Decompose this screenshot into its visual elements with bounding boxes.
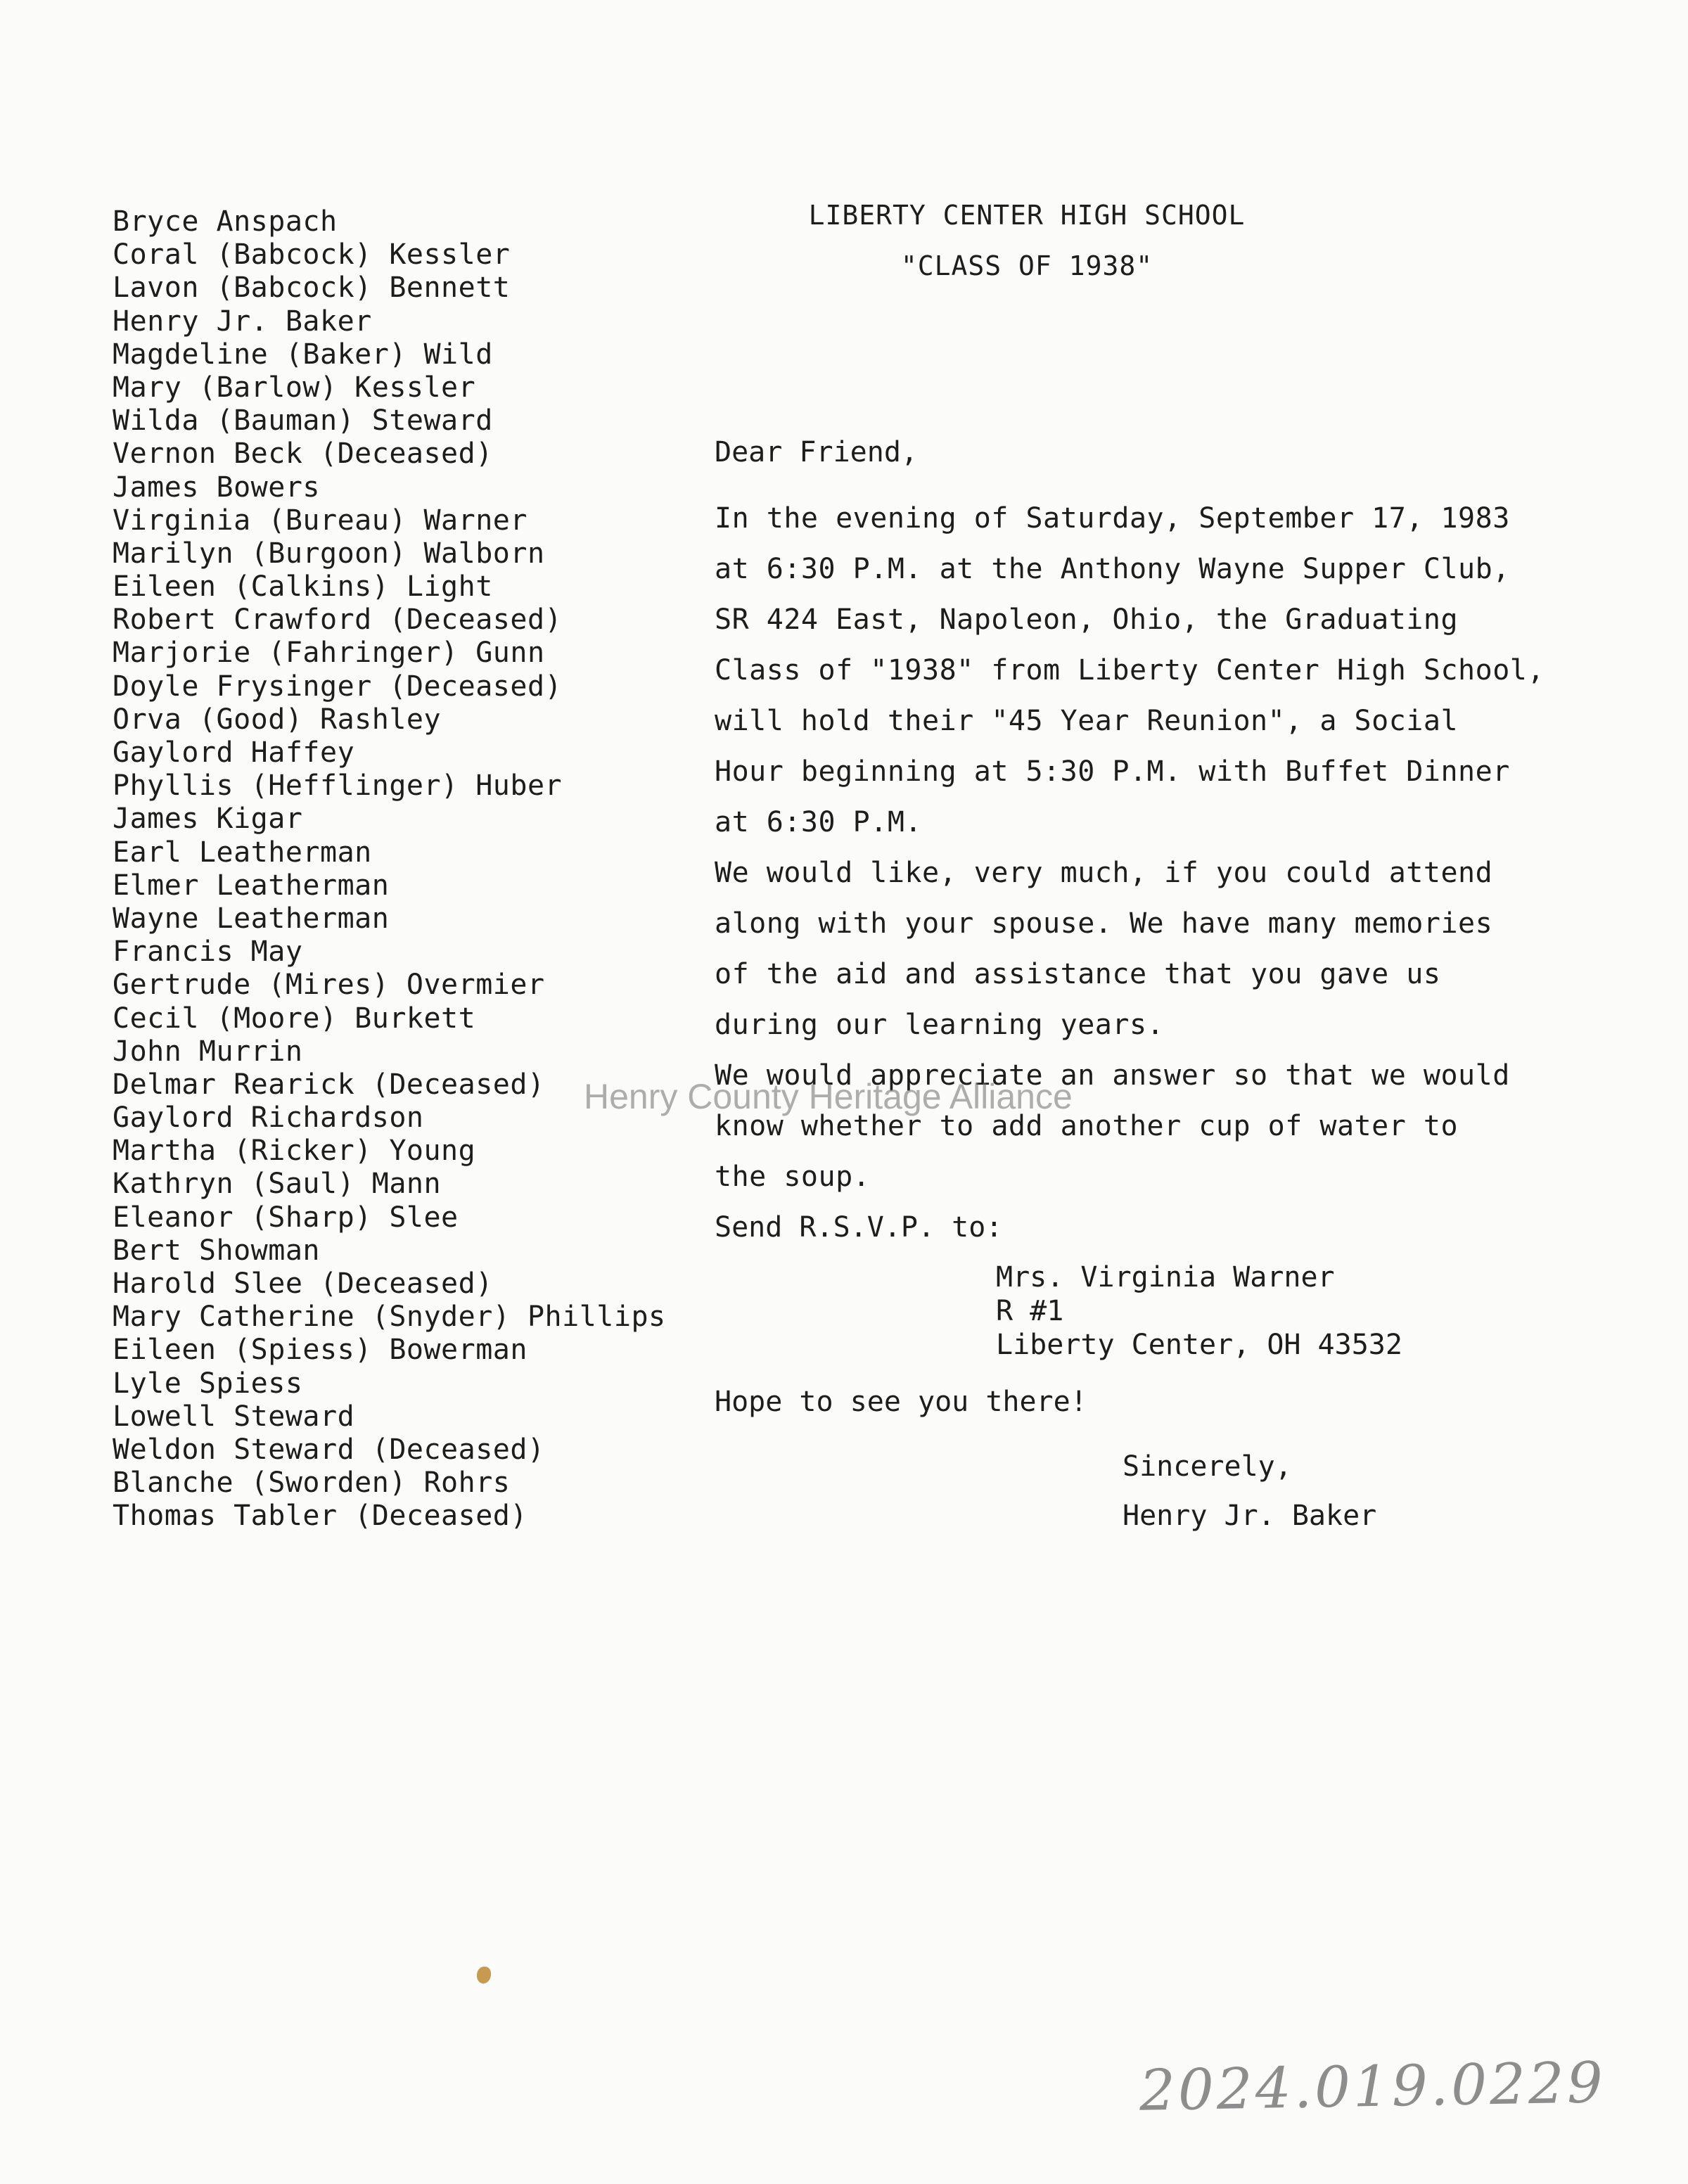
- address-name: Mrs. Virginia Warner: [996, 1261, 1335, 1294]
- class-member: Orva (Good) Rashley: [113, 703, 442, 736]
- class-member: Eileen (Calkins) Light: [113, 570, 493, 604]
- school-name: LIBERTY CENTER HIGH SCHOOL: [808, 200, 1246, 231]
- class-member: Mary (Barlow) Kessler: [113, 371, 476, 404]
- class-member: Vernon Beck (Deceased): [113, 438, 493, 471]
- class-member: Blanche (Sworden) Rohrs: [113, 1467, 511, 1500]
- class-member: Lavon (Babcock) Bennett: [113, 272, 511, 305]
- letter-line: of the aid and assistance that you gave us: [715, 958, 1441, 990]
- class-member: Elmer Leatherman: [113, 869, 390, 902]
- class-member: Magdeline (Baker) Wild: [113, 338, 493, 371]
- class-member: Wayne Leatherman: [113, 902, 390, 935]
- class-member: Delmar Rearick (Deceased): [113, 1068, 545, 1101]
- letter-line: know whether to add another cup of water to: [715, 1110, 1459, 1142]
- address-route: R #1: [996, 1295, 1064, 1327]
- class-member: Bryce Anspach: [113, 205, 338, 238]
- class-year: "CLASS OF 1938": [900, 250, 1153, 281]
- letter-line: during our learning years.: [715, 1009, 1165, 1041]
- class-member: Weldon Steward (Deceased): [113, 1433, 545, 1466]
- class-member: Henry Jr. Baker: [113, 305, 372, 338]
- class-member: Marilyn (Burgoon) Walborn: [113, 537, 545, 570]
- letter-line: along with your spouse. We have many memories: [715, 907, 1493, 940]
- greeting: Dear Friend,: [715, 436, 918, 468]
- class-member: Eleanor (Sharp) Slee: [113, 1201, 459, 1234]
- signoff: [1123, 1449, 1376, 1547]
- class-member: John Murrin: [113, 1035, 303, 1068]
- closing-line: Hope to see you there!: [715, 1386, 1087, 1418]
- class-member: Francis May: [113, 935, 303, 969]
- class-member: Doyle Frysinger (Deceased): [113, 670, 563, 703]
- letter-line: the soup.: [715, 1161, 871, 1193]
- class-member: Wilda (Bauman) Steward: [113, 404, 493, 438]
- letter-line: We would appreciate an answer so that we would: [715, 1059, 1510, 1092]
- letter-line: SR 424 East, Napoleon, Ohio, the Graduating: [715, 604, 1459, 636]
- class-member: Marjorie (Fahringer) Gunn: [113, 637, 545, 670]
- letter-line: Class of "1938" from Liberty Center High School,: [715, 654, 1545, 687]
- letter-line: at 6:30 P.M.: [715, 806, 922, 838]
- letter-line: will hold their "45 Year Reunion", a Social: [715, 705, 1459, 737]
- accession-number: 2024.019.0229: [1139, 2050, 1606, 2124]
- address-city: Liberty Center, OH 43532: [996, 1329, 1402, 1361]
- rsvp-address: [996, 1260, 1402, 1362]
- watermark: Henry County Heritage Alliance: [584, 1077, 1073, 1116]
- class-member: Robert Crawford (Deceased): [113, 604, 563, 637]
- class-member: James Bowers: [113, 471, 320, 504]
- letter-line: In the evening of Saturday, September 17, 1983: [715, 502, 1510, 535]
- class-member: Kathryn (Saul) Mann: [113, 1168, 442, 1201]
- class-member: Harold Slee (Deceased): [113, 1267, 493, 1300]
- class-member: Thomas Tabler (Deceased): [113, 1500, 528, 1533]
- class-member: Martha (Ricker) Young: [113, 1135, 476, 1168]
- class-member: Gaylord Haffey: [113, 736, 355, 769]
- class-member: Mary Catherine (Snyder) Phillips: [113, 1301, 666, 1334]
- letter-body: [715, 435, 1559, 1266]
- rsvp-label: Send R.S.V.P. to:: [715, 1211, 1003, 1244]
- paper-stain: [477, 1967, 491, 1984]
- class-member: Bert Showman: [113, 1234, 320, 1267]
- class-member: Lyle Spiess: [113, 1367, 303, 1400]
- class-member: James Kigar: [113, 803, 303, 836]
- class-member: Cecil (Moore) Burkett: [113, 1002, 476, 1035]
- class-member: Virginia (Bureau) Warner: [113, 504, 528, 537]
- signature: Henry Jr. Baker: [1123, 1500, 1377, 1532]
- class-member-list: [113, 205, 666, 1533]
- class-member: Lowell Steward: [113, 1400, 355, 1433]
- letter-line: We would like, very much, if you could attend: [715, 857, 1493, 889]
- letter-line: at 6:30 P.M. at the Anthony Wayne Supper Club,: [715, 553, 1510, 585]
- letter-line: Hour beginning at 5:30 P.M. with Buffet Dinner: [715, 755, 1510, 788]
- class-member: Earl Leatherman: [113, 836, 372, 869]
- class-member: Phyllis (Hefflinger) Huber: [113, 769, 563, 803]
- class-member: Gertrude (Mires) Overmier: [113, 969, 545, 1002]
- valediction: Sincerely,: [1123, 1450, 1292, 1483]
- class-member: Gaylord Richardson: [113, 1101, 424, 1135]
- class-member: Coral (Babcock) Kessler: [113, 238, 511, 272]
- class-member: Eileen (Spiess) Bowerman: [113, 1334, 528, 1367]
- letter-heading: [760, 200, 1294, 301]
